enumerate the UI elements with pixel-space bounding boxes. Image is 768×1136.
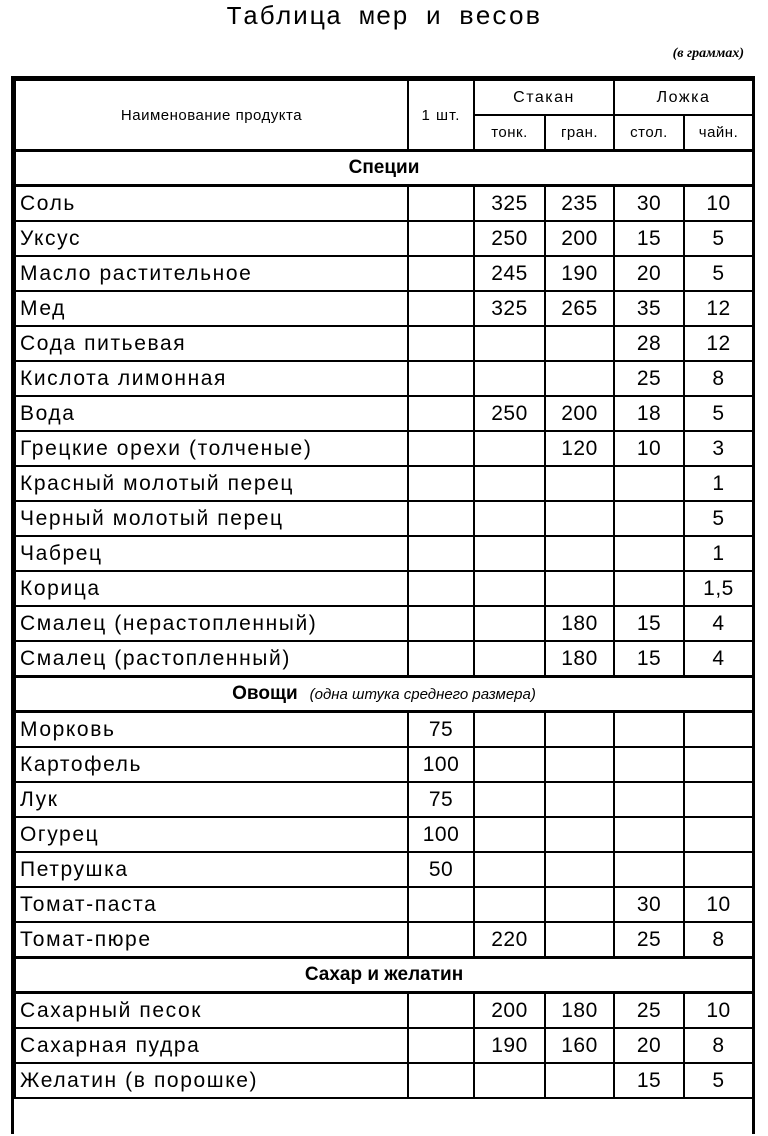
measures-table: [14, 79, 754, 1099]
product-name: Морковь: [15, 712, 408, 748]
header-spoon-table: стол.: [614, 115, 684, 151]
value-thin: [474, 712, 545, 748]
value-faceted: 180: [545, 606, 614, 641]
product-name: Смалец (нерастопленный): [15, 606, 408, 641]
value-faceted: [545, 571, 614, 606]
value-thin: 220: [474, 922, 545, 958]
product-name: Кислота лимонная: [15, 361, 408, 396]
value-pcs: 100: [408, 747, 474, 782]
table-row: [15, 712, 753, 748]
value-thin: 325: [474, 186, 545, 222]
product-name: Грецкие орехи (толченые): [15, 431, 408, 466]
product-name: Сахарная пудра: [15, 1028, 408, 1063]
table-row: [15, 1028, 753, 1063]
value-pcs: [408, 536, 474, 571]
product-name: Петрушка: [15, 852, 408, 887]
value-faceted: [545, 747, 614, 782]
product-name: Картофель: [15, 747, 408, 782]
value-tea: 10: [684, 186, 753, 222]
value-pcs: 100: [408, 817, 474, 852]
product-name: Мед: [15, 291, 408, 326]
value-pcs: [408, 291, 474, 326]
header-name: Наименование продукта: [15, 80, 408, 151]
value-table: 18: [614, 396, 684, 431]
value-table: [614, 501, 684, 536]
table-row: [15, 852, 753, 887]
units-note: (в граммах): [672, 46, 744, 61]
section-row: [15, 677, 753, 712]
value-tea: 4: [684, 606, 753, 641]
section-title-text: Специи: [348, 157, 420, 178]
section-note: (одна штука среднего размера): [309, 686, 536, 703]
value-pcs: [408, 1028, 474, 1063]
section-row: [15, 151, 753, 186]
value-tea: 8: [684, 1028, 753, 1063]
table-row: [15, 606, 753, 641]
table-row: [15, 501, 753, 536]
value-table: [614, 571, 684, 606]
value-pcs: [408, 221, 474, 256]
value-table: 30: [614, 887, 684, 922]
value-table: [614, 852, 684, 887]
value-faceted: 180: [545, 641, 614, 677]
product-name: Сахарный песок: [15, 993, 408, 1029]
value-pcs: [408, 431, 474, 466]
value-thin: [474, 571, 545, 606]
value-pcs: [408, 887, 474, 922]
value-pcs: [408, 256, 474, 291]
value-tea: [684, 782, 753, 817]
value-faceted: 160: [545, 1028, 614, 1063]
value-thin: [474, 361, 545, 396]
value-table: [614, 817, 684, 852]
value-pcs: [408, 466, 474, 501]
product-name: Огурец: [15, 817, 408, 852]
value-thin: 200: [474, 993, 545, 1029]
value-faceted: 190: [545, 256, 614, 291]
value-tea: 3: [684, 431, 753, 466]
table-row: [15, 817, 753, 852]
value-faceted: [545, 1063, 614, 1098]
product-name: Масло растительное: [15, 256, 408, 291]
value-thin: 250: [474, 221, 545, 256]
value-table: [614, 782, 684, 817]
value-table: 28: [614, 326, 684, 361]
value-pcs: [408, 922, 474, 958]
value-tea: 10: [684, 993, 753, 1029]
product-name: Соль: [15, 186, 408, 222]
value-faceted: [545, 782, 614, 817]
value-faceted: 265: [545, 291, 614, 326]
value-tea: 5: [684, 501, 753, 536]
table-row: [15, 922, 753, 958]
product-name: Чабрец: [15, 536, 408, 571]
table-row: [15, 326, 753, 361]
value-pcs: [408, 396, 474, 431]
value-thin: [474, 817, 545, 852]
value-pcs: 75: [408, 782, 474, 817]
value-faceted: [545, 817, 614, 852]
value-faceted: [545, 361, 614, 396]
table-row: [15, 887, 753, 922]
value-tea: 8: [684, 922, 753, 958]
value-thin: [474, 326, 545, 361]
value-pcs: 75: [408, 712, 474, 748]
value-faceted: 120: [545, 431, 614, 466]
value-table: 25: [614, 993, 684, 1029]
value-tea: 12: [684, 326, 753, 361]
value-tea: [684, 712, 753, 748]
value-faceted: 200: [545, 396, 614, 431]
value-table: 35: [614, 291, 684, 326]
product-name: Уксус: [15, 221, 408, 256]
value-table: 20: [614, 256, 684, 291]
value-tea: 5: [684, 1063, 753, 1098]
table-row: [15, 641, 753, 677]
value-pcs: [408, 361, 474, 396]
table-row: [15, 291, 753, 326]
value-faceted: 180: [545, 993, 614, 1029]
value-tea: [684, 852, 753, 887]
header-glass-faceted: гран.: [545, 115, 614, 151]
section-title-text: Овощи: [232, 683, 298, 704]
value-thin: [474, 606, 545, 641]
value-faceted: [545, 501, 614, 536]
value-tea: [684, 747, 753, 782]
value-table: [614, 466, 684, 501]
value-tea: 5: [684, 396, 753, 431]
product-name: Томат-паста: [15, 887, 408, 922]
value-tea: 1: [684, 536, 753, 571]
table-row: [15, 747, 753, 782]
table-row: [15, 466, 753, 501]
product-name: Сода питьевая: [15, 326, 408, 361]
value-thin: 245: [474, 256, 545, 291]
value-pcs: [408, 571, 474, 606]
value-table: 15: [614, 641, 684, 677]
value-pcs: [408, 186, 474, 222]
product-name: Черный молотый перец: [15, 501, 408, 536]
value-thin: [474, 747, 545, 782]
product-name: Корица: [15, 571, 408, 606]
product-name: Вода: [15, 396, 408, 431]
section-title: [15, 677, 753, 712]
value-faceted: [545, 466, 614, 501]
table-row: [15, 221, 753, 256]
section-title-text: Сахар и желатин: [304, 964, 464, 985]
value-tea: 8: [684, 361, 753, 396]
value-thin: [474, 782, 545, 817]
value-faceted: [545, 712, 614, 748]
value-table: [614, 747, 684, 782]
value-tea: 12: [684, 291, 753, 326]
table-row: [15, 536, 753, 571]
value-table: 15: [614, 606, 684, 641]
value-pcs: [408, 1063, 474, 1098]
section-title: [15, 958, 753, 993]
value-faceted: [545, 887, 614, 922]
value-tea: 10: [684, 887, 753, 922]
value-table: 15: [614, 1063, 684, 1098]
product-name: Желатин (в порошке): [15, 1063, 408, 1098]
section-row: [15, 958, 753, 993]
value-tea: 1: [684, 466, 753, 501]
value-table: 20: [614, 1028, 684, 1063]
value-table: 30: [614, 186, 684, 222]
value-thin: [474, 431, 545, 466]
value-table: [614, 536, 684, 571]
value-faceted: 200: [545, 221, 614, 256]
value-table: 25: [614, 361, 684, 396]
table-row: [15, 186, 753, 222]
product-name: Лук: [15, 782, 408, 817]
value-pcs: 50: [408, 852, 474, 887]
table-row: [15, 361, 753, 396]
table-row: [15, 431, 753, 466]
value-thin: [474, 501, 545, 536]
value-pcs: [408, 501, 474, 536]
value-thin: [474, 1063, 545, 1098]
table-row: [15, 256, 753, 291]
section-title: [15, 151, 753, 186]
value-thin: 325: [474, 291, 545, 326]
value-thin: 190: [474, 1028, 545, 1063]
value-table: 15: [614, 221, 684, 256]
product-name: Томат-пюре: [15, 922, 408, 958]
value-tea: 5: [684, 221, 753, 256]
value-faceted: [545, 852, 614, 887]
product-name: Смалец (растопленный): [15, 641, 408, 677]
value-tea: 1,5: [684, 571, 753, 606]
table-row: [15, 782, 753, 817]
value-thin: [474, 641, 545, 677]
header-spoon-tea: чайн.: [684, 115, 753, 151]
value-faceted: [545, 922, 614, 958]
value-tea: 4: [684, 641, 753, 677]
value-faceted: [545, 536, 614, 571]
value-thin: [474, 852, 545, 887]
value-thin: 250: [474, 396, 545, 431]
table-row: [15, 1063, 753, 1098]
product-name: Красный молотый перец: [15, 466, 408, 501]
header-glass-thin: тонк.: [474, 115, 545, 151]
value-thin: [474, 887, 545, 922]
table-row: [15, 571, 753, 606]
value-thin: [474, 536, 545, 571]
page-title: Таблица мер и весов: [226, 2, 542, 32]
value-pcs: [408, 641, 474, 677]
value-pcs: [408, 606, 474, 641]
table-row: [15, 993, 753, 1029]
header-glass: Стакан: [474, 80, 614, 115]
table-row: [15, 396, 753, 431]
value-table: [614, 712, 684, 748]
value-pcs: [408, 993, 474, 1029]
value-tea: 5: [684, 256, 753, 291]
value-table: 10: [614, 431, 684, 466]
value-thin: [474, 466, 545, 501]
value-pcs: [408, 326, 474, 361]
header-spoon: Ложка: [614, 80, 753, 115]
value-faceted: [545, 326, 614, 361]
value-table: 25: [614, 922, 684, 958]
value-tea: [684, 817, 753, 852]
value-faceted: 235: [545, 186, 614, 222]
header-one-piece: 1 шт.: [408, 80, 474, 151]
